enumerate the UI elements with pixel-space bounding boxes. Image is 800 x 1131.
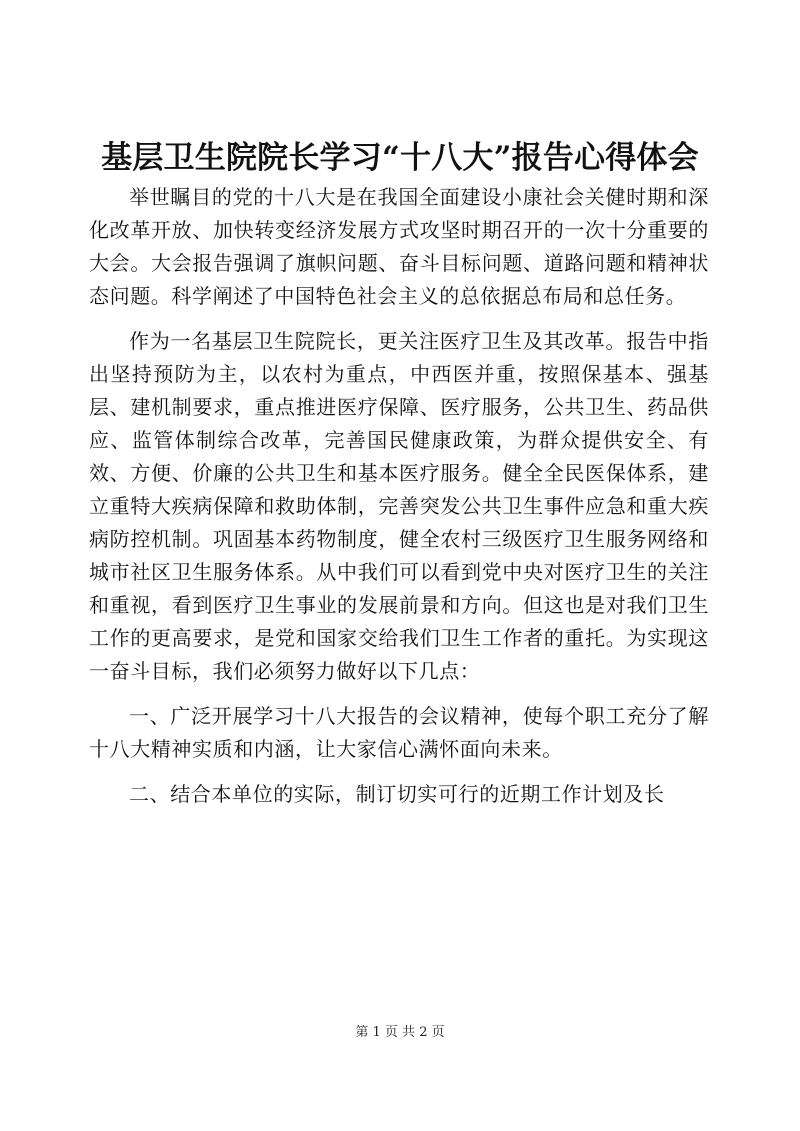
paragraph-main: 作为一名基层卫生院院长，更关注医疗卫生及其改革。报告中指出坚持预防为主，以农村为重点，中西医并重，按照保基本、强基层、建机制要求，重点推进医疗保障、医疗服务，公共卫生、药品供应、监管体制综合改革，完善国民健康政策，为群众提供安全、有效、方便、价廉的公共卫生和基本医疗服务。健全全民医保体系，建立重特大疾病保障和救助体制，完善突发公共卫生事件应急和重大疾病防控机制。巩固基本药物制度，健全农村三级医疗卫生服务网络和城市社区卫生服务体系。从中我们可以看到党中央对医疗卫生的关注和重视，看到医疗卫生事业的发展前景和方向。但这也是对我们卫生工作的更高要求，是党和国家交给我们卫生工作者的重托。为实现这一奋斗目标，我们必须努力做好以下几点： [89,329,709,683]
document-title: 基层卫生院院长学习“十八大”报告心得体会 [101,140,699,176]
document-body [89,181,709,817]
page-footer: 第 1 页 共 2 页 [355,1025,445,1040]
paragraph-intro: 举世瞩目的党的十八大是在我国全面建设小康社会关健时期和深化改革开放、加快转变经济发展方式攻坚时期召开的一次十分重要的大会。大会报告强调了旗帜问题、奋斗目标问题、道路问题和精神状态问题。科学阐述了中国特色社会主义的总依据总布局和总任务。 [89,185,709,308]
paragraph-point-one: 一、广泛开展学习十八大报告的会议精神，使每个职工充分了解十八大精神实质和内涵，让大家信心满怀面向未来。 [89,704,709,761]
paragraph-point-two: 二、结合本单位的实际，制订切实可行的近期工作计划及长 [129,782,665,806]
